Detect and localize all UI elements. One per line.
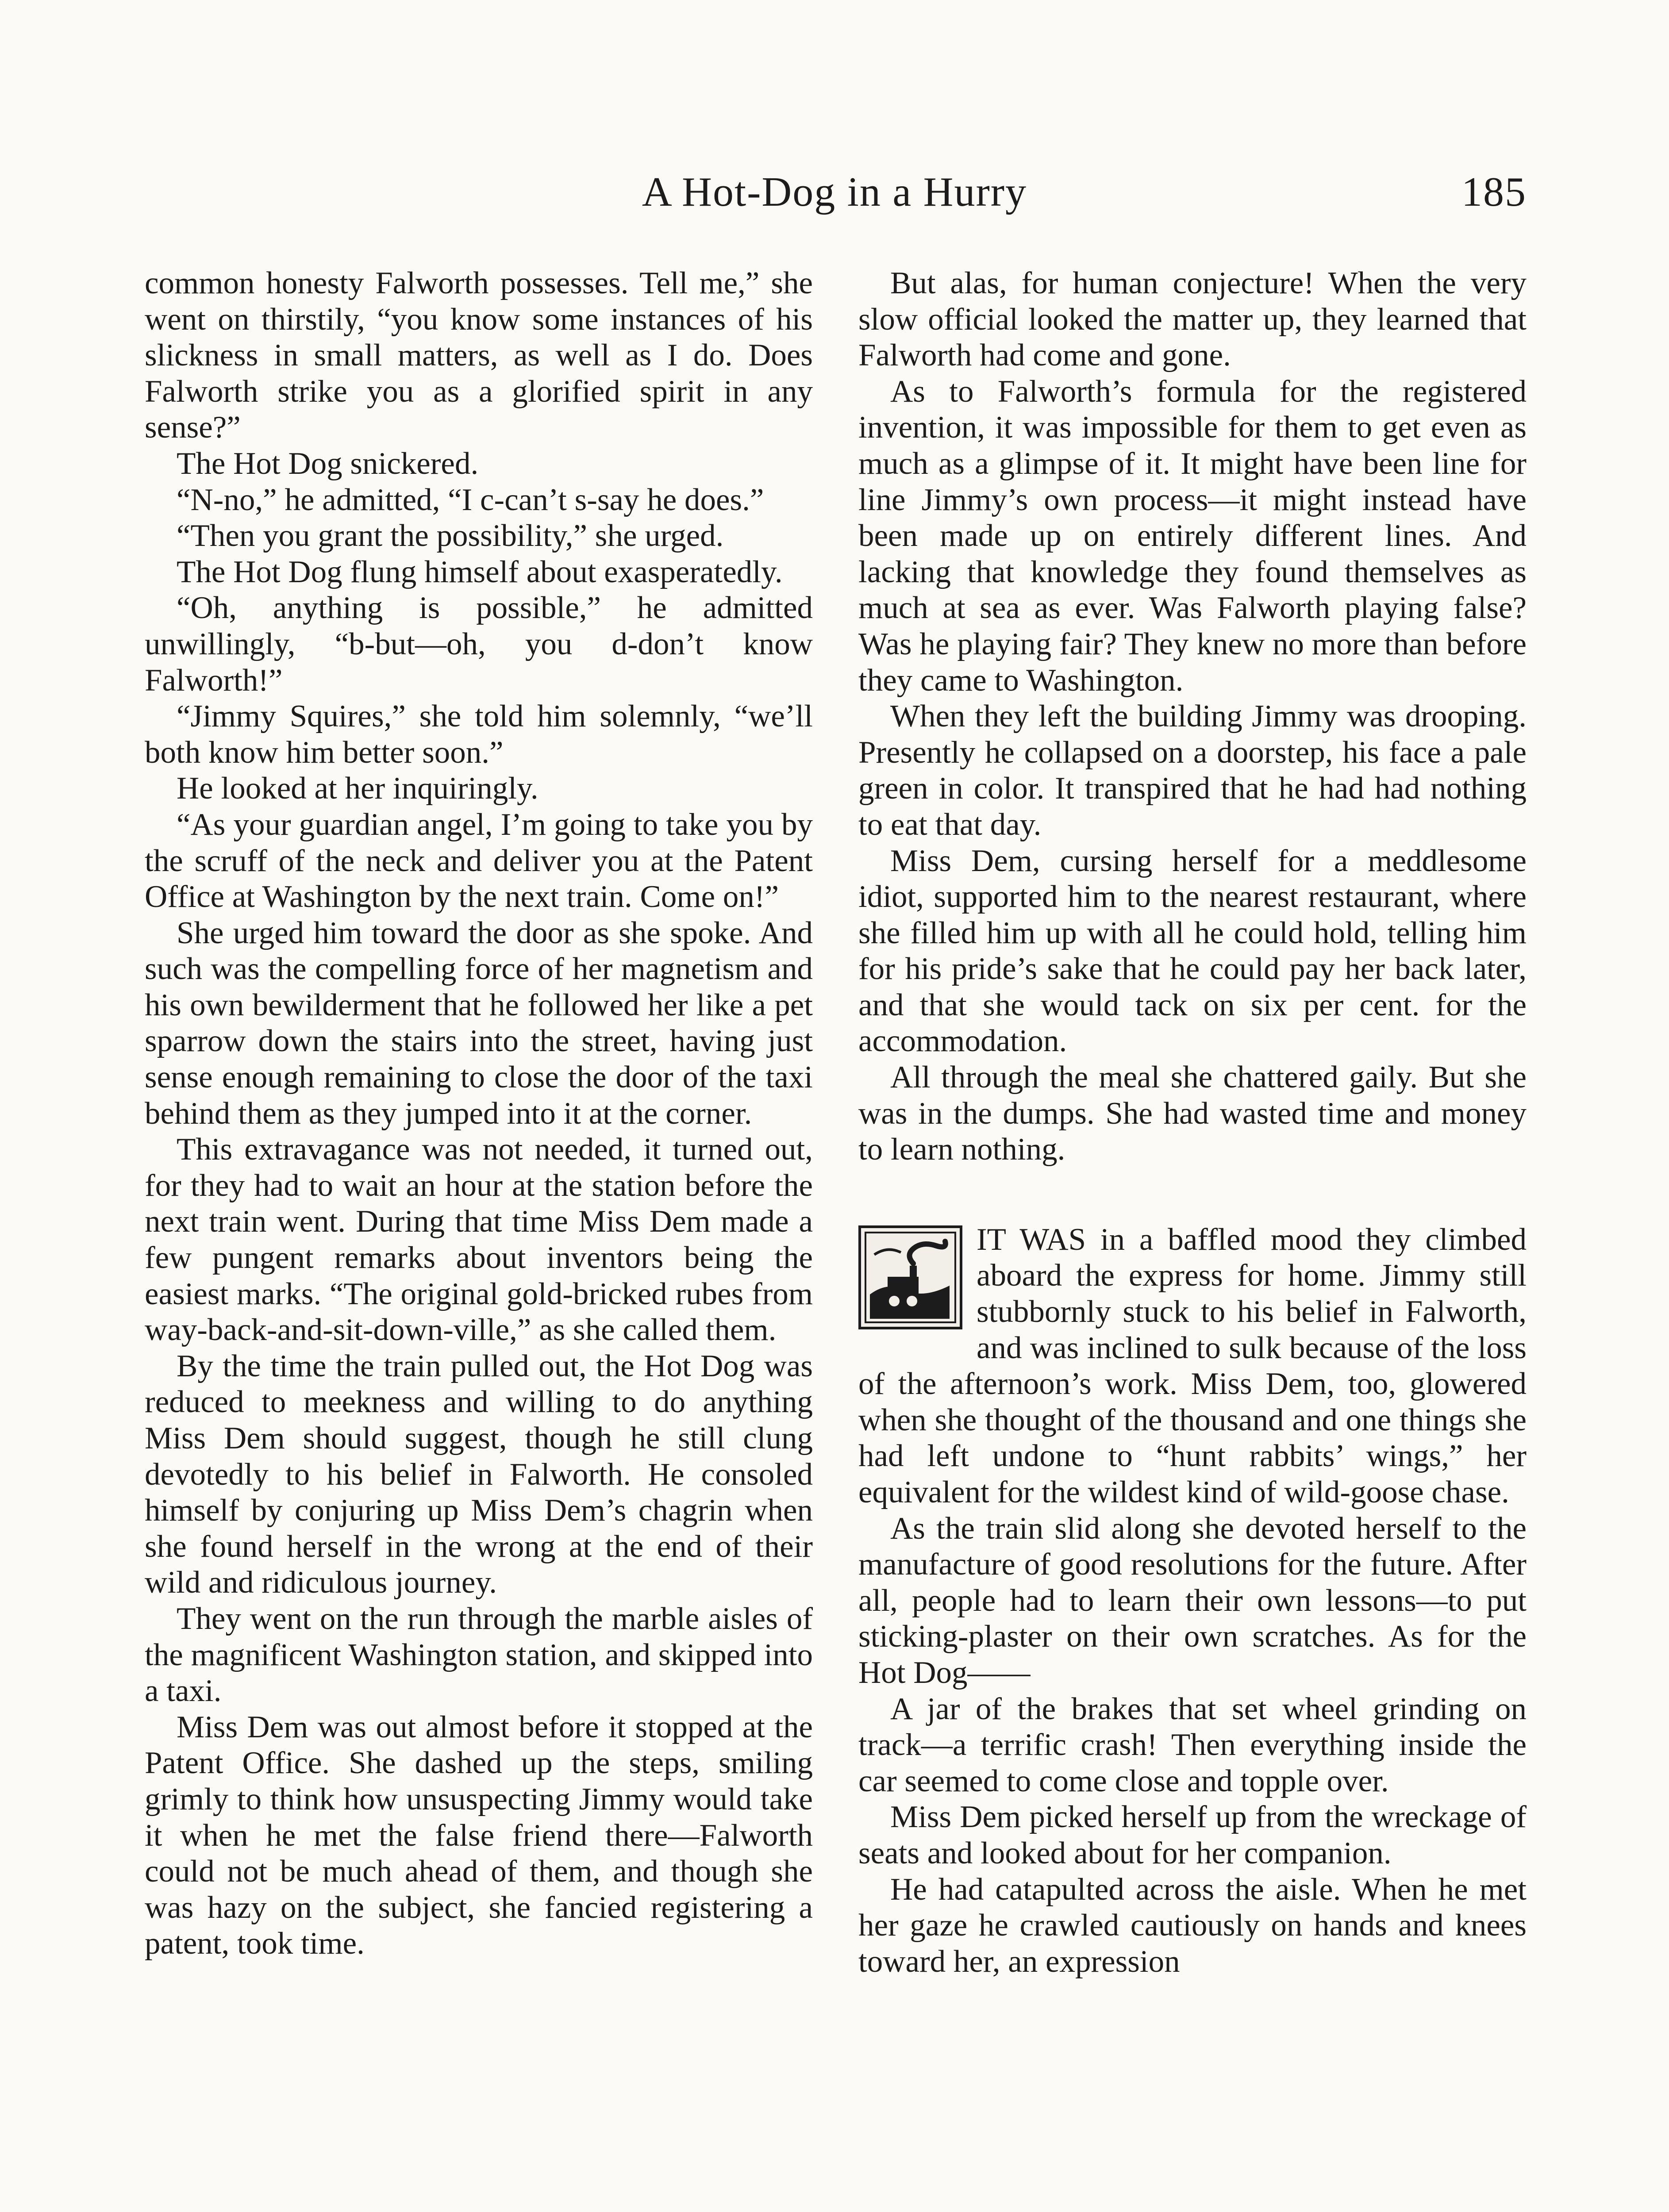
- paragraph: By the time the train pulled out, the Hot Dog was reduced to meekness and willing to do anything Miss Dem should suggest, though he still clung devotedly to his belief in Falworth. He consoled himself by conjuring up Miss Dem’s chagrin when she found herself in the wrong at the end of their wild and ridiculous journey.: [145, 1348, 813, 1600]
- section-break: [858, 1168, 1527, 1222]
- running-header: [0, 168, 1669, 221]
- paragraph: She urged him toward the door as she spoke. And such was the compelling force of her magnetism and his own bewilderment that he followed her like a pet sparrow down the stairs into the street, having just sense enough remaining to close the door of the taxi behind them as they jumped into it at the corner.: [145, 915, 813, 1131]
- paragraph: Miss Dem was out almost before it stopped at the Patent Office. She dashed up the steps, smiling grimly to think how unsuspecting Jimmy would take it when he met the false friend there—Falworth could not be much ahead of them, and though she was hazy on the subject, she fancied registering a patent, took time.: [145, 1709, 813, 1961]
- paragraph: common honesty Falworth possesses. Tell me,” she went on thirstily, “you know some instances of his slickness in small matters, as well as I do. Does Falworth strike you as a glorified spirit in any sense?”: [145, 266, 813, 445]
- page-number: 185: [1461, 169, 1527, 215]
- paragraph: They went on the run through the marble aisles of the magnificent Washington station, and skipped into a taxi.: [145, 1601, 813, 1709]
- paragraph: Miss Dem picked herself up from the wreckage of seats and looked about for her companion.: [858, 1800, 1527, 1870]
- paragraph: IT WAS in a baffled mood they climbed aboard the express for home. Jimmy still stubbornly stuck to his belief in Falworth, and was inclined to sulk because of the loss of the afternoon’s work. Miss Dem, too, glowered when she thought of the thousand and one things she had left undone to “hunt rabbits’ wings,” her equivalent for the wildest kind of wild-goose chase.: [858, 1222, 1527, 1509]
- train-smoke-vignette-icon: [858, 1225, 962, 1329]
- paragraph: As the train slid along she devoted herself to the manufacture of good resolutions for the future. After all, people had to learn their own lessons—to put sticking-plaster on their own scratches. As for the Hot Dog——: [858, 1511, 1527, 1690]
- paragraph: Miss Dem, cursing herself for a meddlesome idiot, supported him to the nearest restaurant, where she filled him up with all he could hold, telling him for his pride’s sake that he could pay her back later, and that she would tack on six per cent. for the accommodation.: [858, 843, 1527, 1059]
- left-column: [145, 265, 813, 1962]
- paragraph: “As your guardian angel, I’m going to take you by the scruff of the neck and deliver you at the Patent Office at Washington by the next train. Come on!”: [145, 807, 813, 914]
- paragraph: “N-no,” he admitted, “I c-can’t s-say he does.”: [177, 482, 764, 517]
- paragraph: A jar of the brakes that set wheel grinding on track—a terrific crash! Then everything inside the car seemed to come close and topple over.: [858, 1691, 1527, 1798]
- paragraph: He had catapulted across the aisle. When he met her gaze he crawled cautiously on hands and knees toward her, an expression: [858, 1872, 1527, 1979]
- running-title: A Hot-Dog in a Hurry: [642, 169, 1027, 215]
- paragraph: “Then you grant the possibility,” she urged.: [177, 518, 724, 553]
- paragraph: As to Falworth’s formula for the registered invention, it was impossible for them to get even as much as a glimpse of it. It might have been line for line Jimmy’s own process—it might instead have been made up on entirely different lines. And lacking that knowledge they found themselves as much at sea as ever. Was Falworth playing false? Was he playing fair? They knew no more than before they came to Washington.: [858, 374, 1527, 698]
- paragraph: The Hot Dog snickered.: [177, 446, 479, 481]
- paragraph: When they left the building Jimmy was drooping. Presently he collapsed on a doorstep, his face a pale green in color. It transpired that he had had nothing to eat that day.: [858, 699, 1527, 842]
- paragraph: “Jimmy Squires,” she told him solemnly, “we’ll both know him better soon.”: [145, 699, 813, 770]
- paragraph: He looked at her inquiringly.: [177, 771, 538, 806]
- paragraph: All through the meal she chattered gaily. But she was in the dumps. She had wasted time and money to learn nothing.: [858, 1060, 1527, 1167]
- paragraph: The Hot Dog flung himself about exasperatedly.: [177, 554, 783, 589]
- right-column: [858, 265, 1527, 1980]
- paragraph: “Oh, anything is possible,” he admitted unwillingly, “b-but—oh, you d-don’t know Falworth!”: [145, 591, 813, 698]
- paragraph: But alas, for human conjecture! When the very slow official looked the matter up, they learned that Falworth had come and gone.: [858, 266, 1527, 373]
- paragraph: This extravagance was not needed, it turned out, for they had to wait an hour at the station before the next train went. During that time Miss Dem made a few pungent remarks about inventors being the easiest marks. “The original gold-bricked rubes from way-back-and-sit-down-ville,” as she called them.: [145, 1132, 813, 1348]
